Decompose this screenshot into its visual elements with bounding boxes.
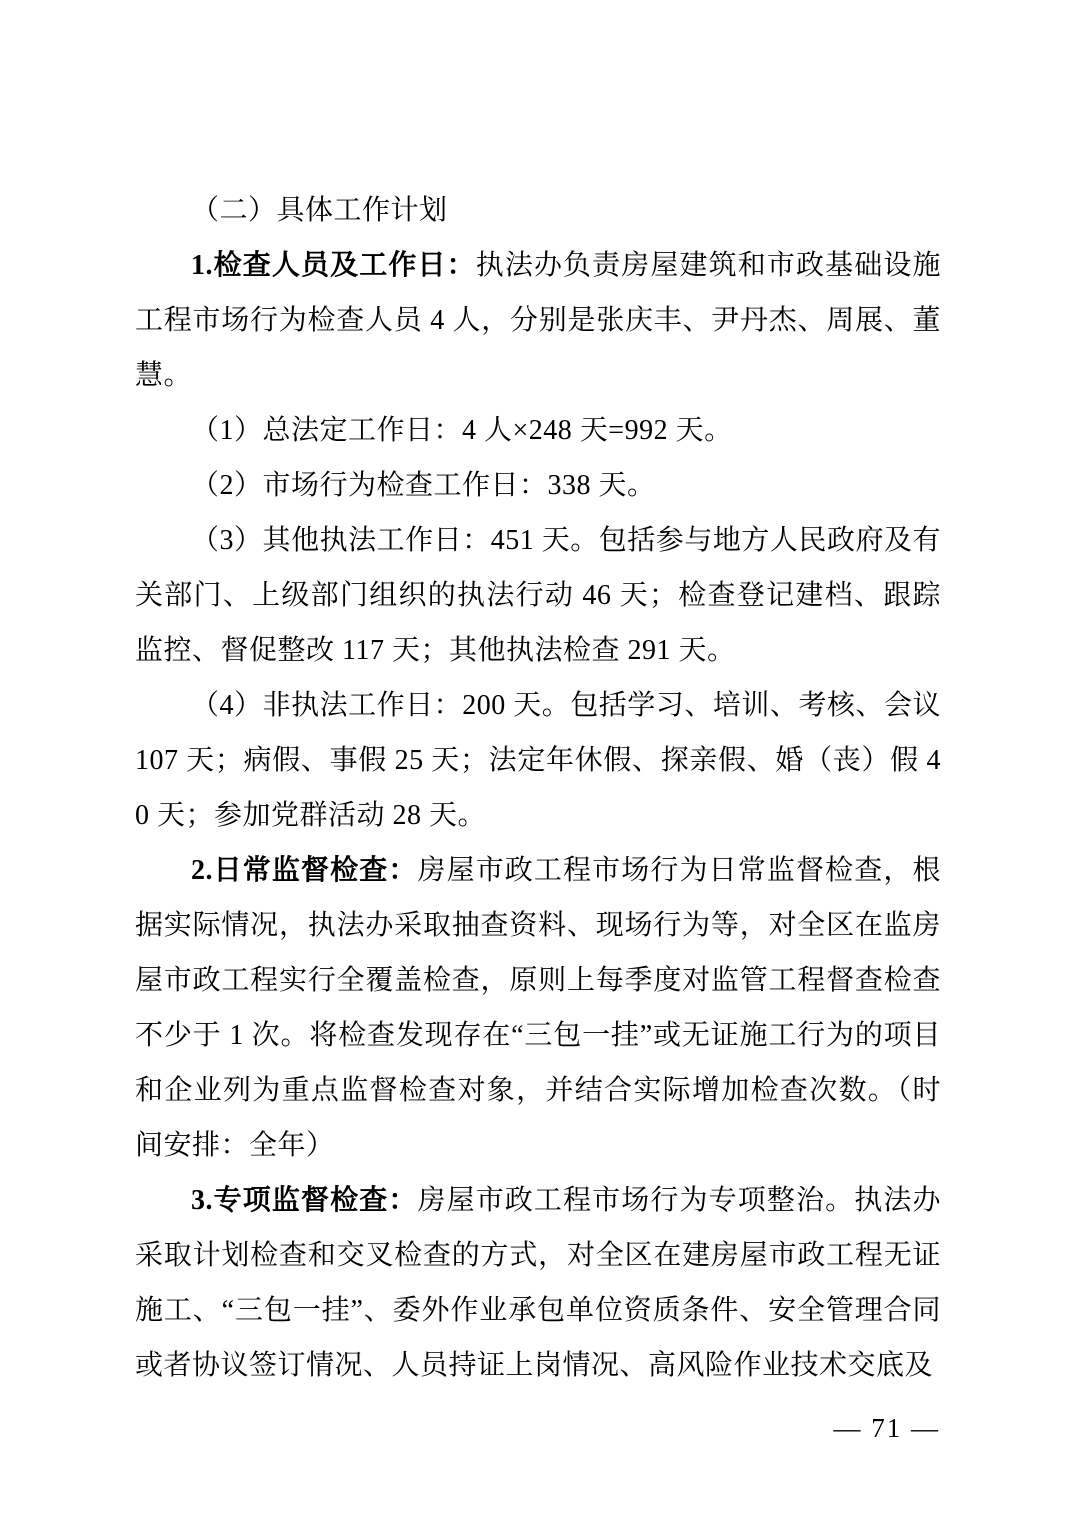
text-run: 执法办负责房屋建筑和市政基础设施工程市场行为检查人员 4 人，分别是张庆丰、尹丹杰、周展、董慧。 <box>135 250 941 391</box>
text-run: （1）总法定工作日：4 人×248 天=992 天。 <box>191 415 733 446</box>
text-run: （2）市场行为检查工作日：338 天。 <box>191 470 656 501</box>
bold-run: 1.检查人员及工作日： <box>191 250 476 281</box>
paragraph <box>135 458 941 513</box>
paragraph <box>135 403 941 458</box>
page-number: — 71 — <box>833 1413 940 1443</box>
paragraph <box>135 513 941 678</box>
paragraph <box>135 678 941 843</box>
paragraphs-container <box>135 238 941 1393</box>
bold-run: 3.专项监督检查： <box>191 1185 418 1216</box>
text-run: （3）其他执法工作日：451 天。包括参与地方人民政府及有关部门、上级部门组织的执法行动 46 天；检查登记建档、跟踪监控、督促整改 117 天；其他执法检查 291 天。 <box>135 525 941 666</box>
paragraph <box>135 1173 941 1393</box>
section-heading: （二）具体工作计划 <box>191 195 448 226</box>
document-body <box>135 183 941 1393</box>
text-run: （4）非执法工作日：200 天。包括学习、培训、考核、会议 107 天；病假、事假 25 天；法定年休假、探亲假、婚（丧）假 40 天；参加党群活动 28 天。 <box>135 690 941 831</box>
text-run: 房屋市政工程市场行为专项整治。执法办采取计划检查和交叉检查的方式，对全区在建房屋市政工程无证施工、“三包一挂”、委外作业承包单位资质条件、安全管理合同或者协议签订情况、人员持证上岗情况、高风险作业技术交底及 <box>135 1185 941 1381</box>
text-run: 房屋市政工程市场行为日常监督检查，根据实际情况，执法办采取抽查资料、现场行为等，对全区在监房屋市政工程实行全覆盖检查，原则上每季度对监管工程督查检查不少于 1 次。将检查发现存在“三包一挂”或无证施工行为的项目和企业列为重点监督检查对象，并结合实际增加检查次数。（时间安排：全年） <box>135 855 941 1161</box>
paragraph <box>135 238 941 403</box>
paragraph <box>135 843 941 1173</box>
bold-run: 2.日常监督检查： <box>191 855 418 886</box>
